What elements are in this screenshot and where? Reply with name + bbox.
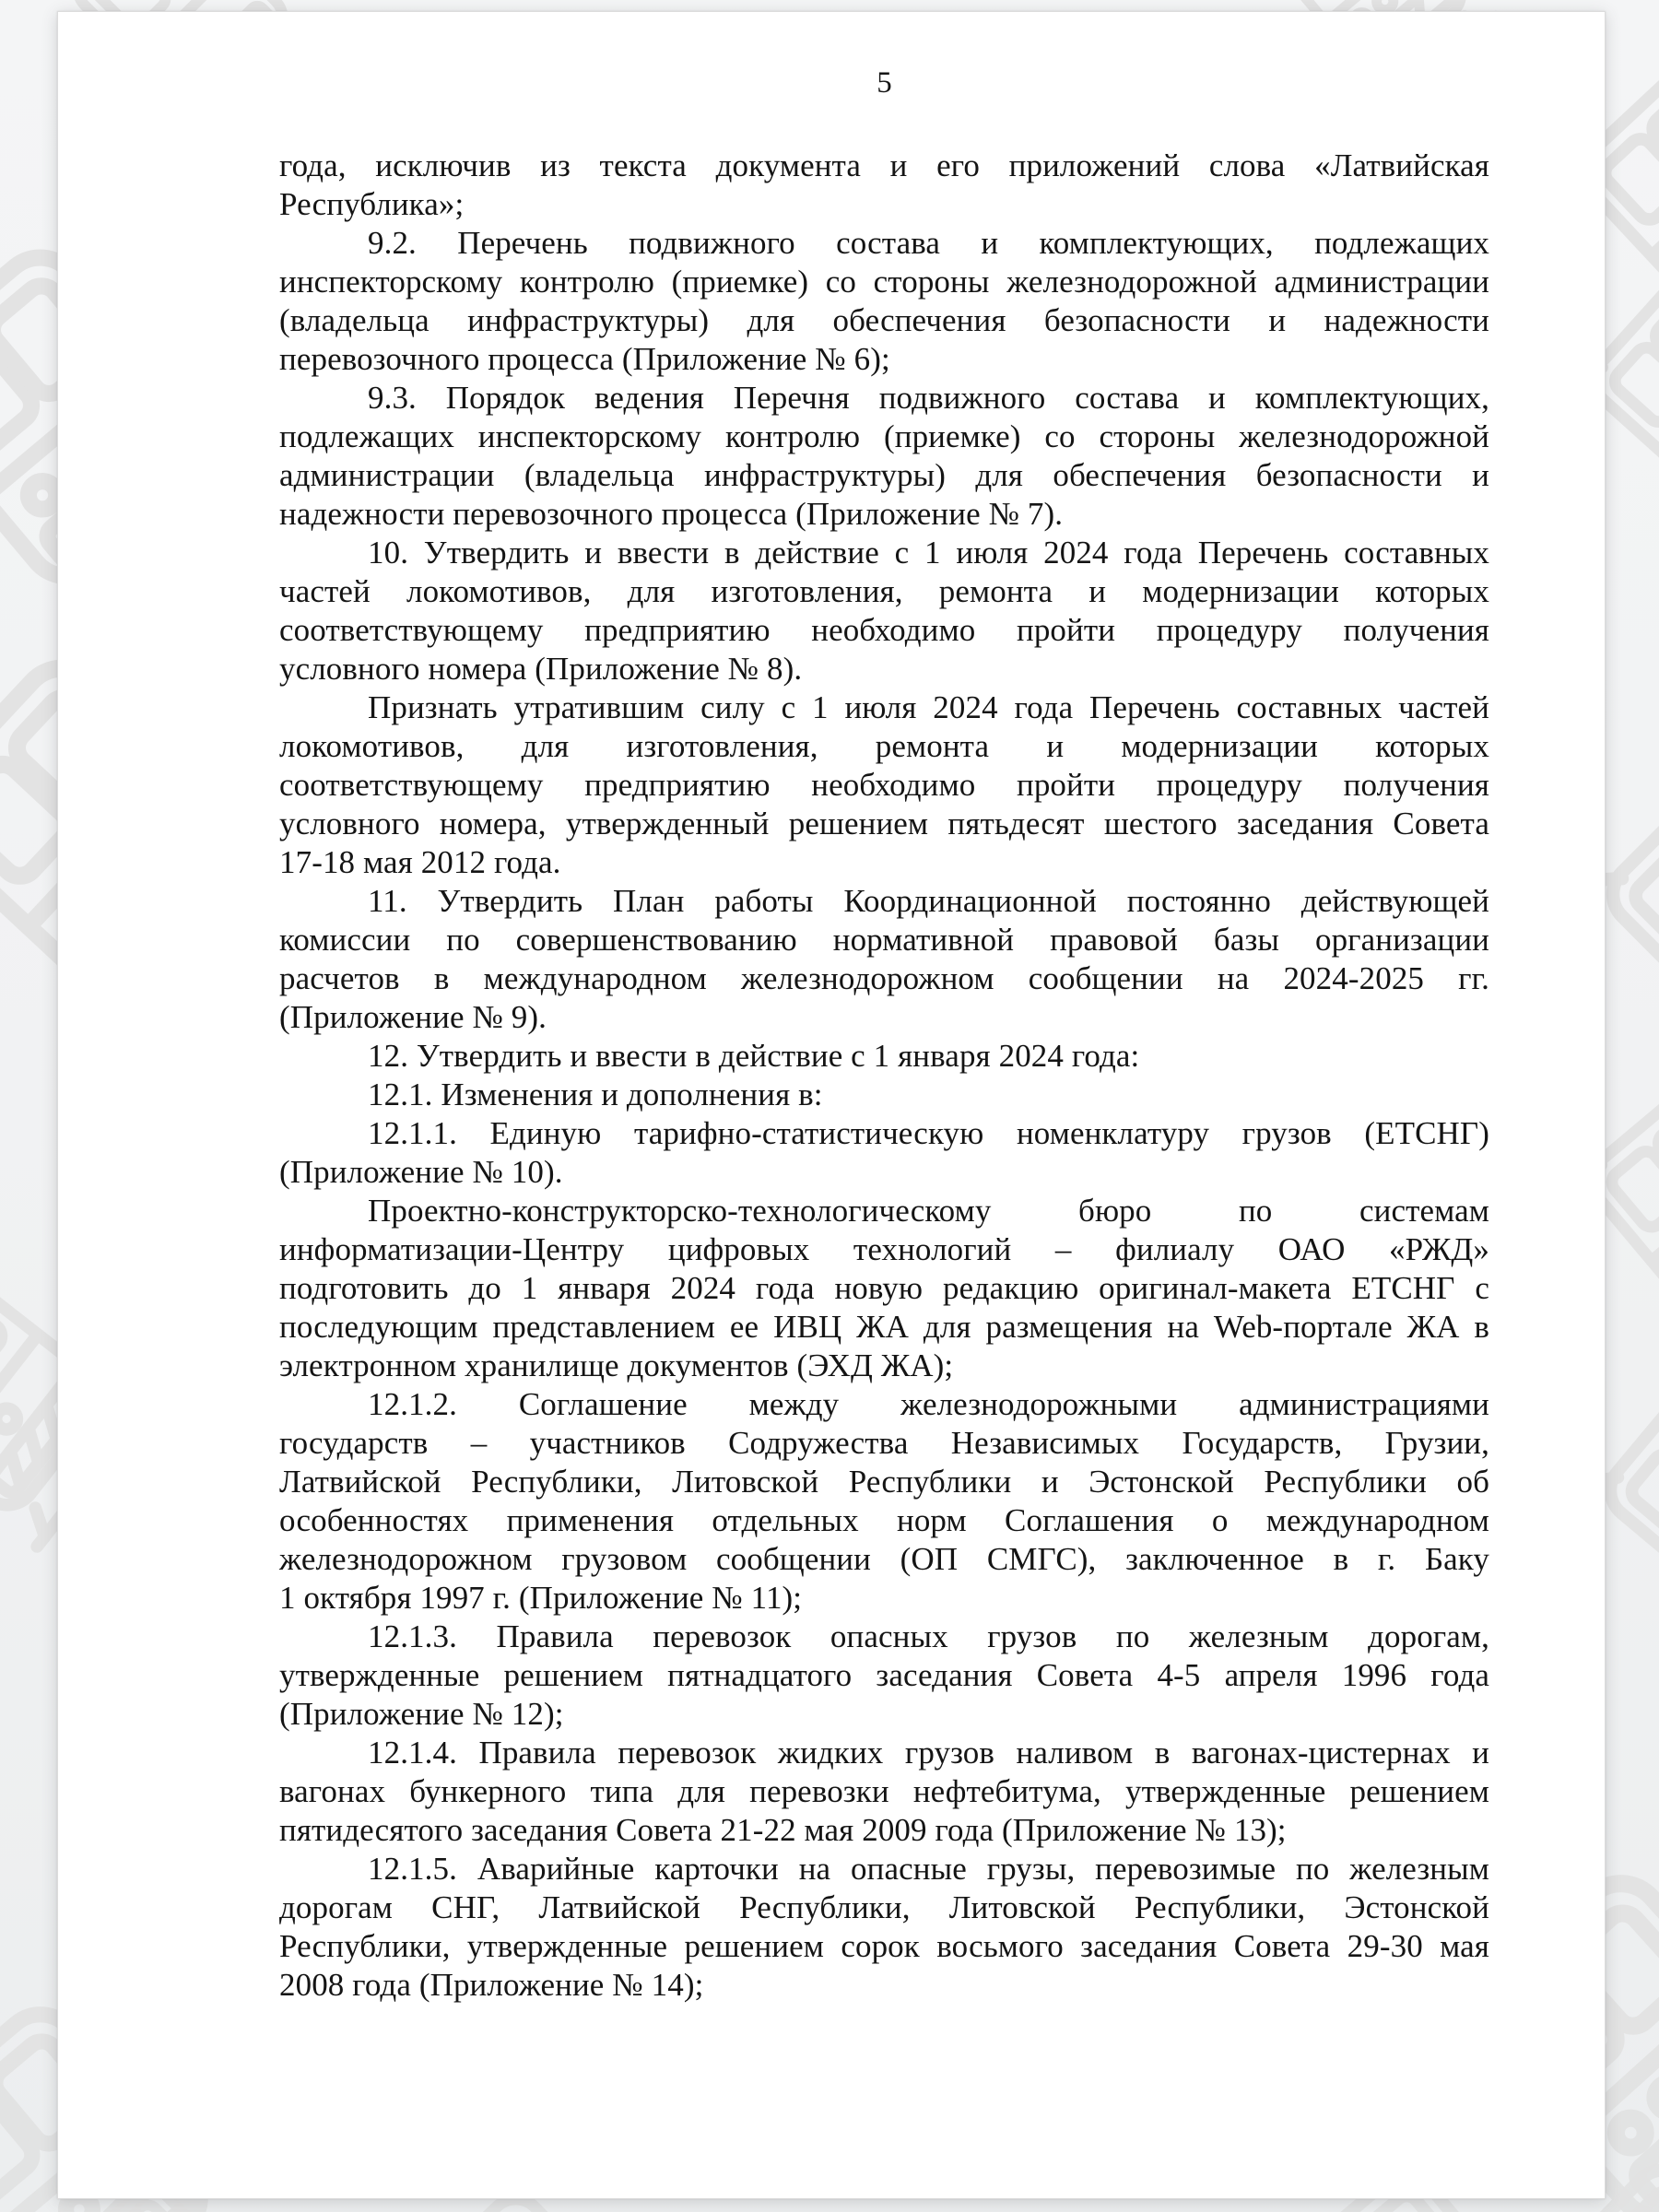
text-line: Признать утратившим силу с 1 июля 2024 года Перечень составных частей: [368, 689, 1489, 725]
text-line: последующим представлением ее ИВЦ ЖА для размещения на Web-портале ЖА в: [279, 1309, 1489, 1345]
text-line: пятидесятого заседания Совета 21-22 мая 2009 года (Приложение № 13);: [279, 1812, 1287, 1848]
text-line: 9.3. Порядок ведения Перечня подвижного состава и комплектующих,: [368, 380, 1489, 416]
text-line: (владельца инфраструктуры) для обеспечения безопасности и надежности: [279, 302, 1489, 338]
text-line: года, исключив из текста документа и его приложений слова «Латвийская: [279, 147, 1489, 183]
text-line: (Приложение № 9).: [279, 999, 547, 1035]
text-line: администрации (владельца инфраструктуры) для обеспечения безопасности и: [279, 457, 1489, 493]
text-line: (Приложение № 12);: [279, 1696, 564, 1732]
document-page: [57, 11, 1606, 2199]
text-line: информатизации-Центру цифровых технологий – филиалу ОАО «РЖД»: [279, 1231, 1489, 1267]
text-line: комиссии по совершенствованию нормативной правовой базы организации: [279, 922, 1489, 958]
text-line: подлежащих инспекторскому контролю (приемке) со стороны железнодорожной: [279, 418, 1489, 454]
text-line: электронном хранилище документов (ЭХД ЖА);: [279, 1347, 954, 1383]
text-line: 9.2. Перечень подвижного состава и комплектующих, подлежащих: [368, 225, 1489, 261]
text-line: условного номера (Приложение № 8).: [279, 651, 803, 687]
text-line: 12.1. Изменения и дополнения в:: [368, 1077, 823, 1112]
text-line: перевозочного процесса (Приложение № 6);: [279, 341, 890, 377]
text-line: 12.1.3. Правила перевозок опасных грузов по железным дорогам,: [368, 1618, 1489, 1654]
text-line: Республики, утвержденные решением сорок восьмого заседания Совета 29-30 мая: [279, 1928, 1489, 1964]
document-body: [279, 147, 1489, 2005]
text-line: Республика»;: [279, 186, 465, 222]
text-line: условного номера, утвержденный решением пятьдесят шестого заседания Совета: [279, 806, 1489, 841]
text-line: Латвийской Республики, Литовской Республики и Эстонской Республики об: [279, 1464, 1489, 1500]
text-line: 11. Утвердить План работы Координационной постоянно действующей: [368, 883, 1489, 919]
text-line: соответствующему предприятию необходимо пройти процедуру получения: [279, 767, 1489, 803]
text-line: вагонах бункерного типа для перевозки нефтебитума, утвержденные решением: [279, 1773, 1489, 1809]
text-line: 12.1.4. Правила перевозок жидких грузов наливом в вагонах-цистернах и: [368, 1735, 1489, 1771]
text-line: 12. Утвердить и ввести в действие с 1 января 2024 года:: [368, 1038, 1140, 1074]
text-line: подготовить до 1 января 2024 года новую редакцию оригинал-макета ЕТСНГ с: [279, 1270, 1489, 1306]
text-line: (Приложение № 10).: [279, 1154, 563, 1190]
text-line: 10. Утвердить и ввести в действие с 1 июля 2024 года Перечень составных: [368, 535, 1489, 571]
text-line: инспекторскому контролю (приемке) со стороны железнодорожной администрации: [279, 264, 1489, 300]
text-line: утвержденные решением пятнадцатого заседания Совета 4-5 апреля 1996 года: [279, 1657, 1489, 1693]
text-line: частей локомотивов, для изготовления, ремонта и модернизации которых: [279, 573, 1489, 609]
text-line: 12.1.5. Аварийные карточки на опасные грузы, перевозимые по железным: [368, 1851, 1489, 1887]
text-line: 17-18 мая 2012 года.: [279, 844, 561, 880]
text-line: надежности перевозочного процесса (Приложение № 7).: [279, 496, 1064, 532]
text-line: 12.1.2. Соглашение между железнодорожными администрациями: [368, 1386, 1489, 1422]
text-line: государств – участников Содружества Независимых Государств, Грузии,: [279, 1425, 1489, 1461]
text-line: особенностях применения отдельных норм Соглашения о международном: [279, 1502, 1489, 1538]
text-line: дорогам СНГ, Латвийской Республики, Литовской Республики, Эстонской: [279, 1889, 1489, 1925]
page-number: 5: [877, 66, 892, 100]
text-line: соответствующему предприятию необходимо пройти процедуру получения: [279, 612, 1489, 648]
text-line: 2008 года (Приложение № 14);: [279, 1967, 704, 2003]
text-line: расчетов в международном железнодорожном сообщении на 2024-2025 гг.: [279, 960, 1489, 996]
text-line: Проектно-конструкторско-технологическому бюро по системам: [368, 1193, 1489, 1229]
text-line: локомотивов, для изготовления, ремонта и модернизации которых: [279, 728, 1489, 764]
text-line: железнодорожном грузовом сообщении (ОП СМГС), заключенное в г. Баку: [279, 1541, 1489, 1577]
text-line: 1 октября 1997 г. (Приложение № 11);: [279, 1580, 803, 1616]
text-line: 12.1.1. Единую тарифно-статистическую номенклатуру грузов (ЕТСНГ): [368, 1115, 1489, 1151]
